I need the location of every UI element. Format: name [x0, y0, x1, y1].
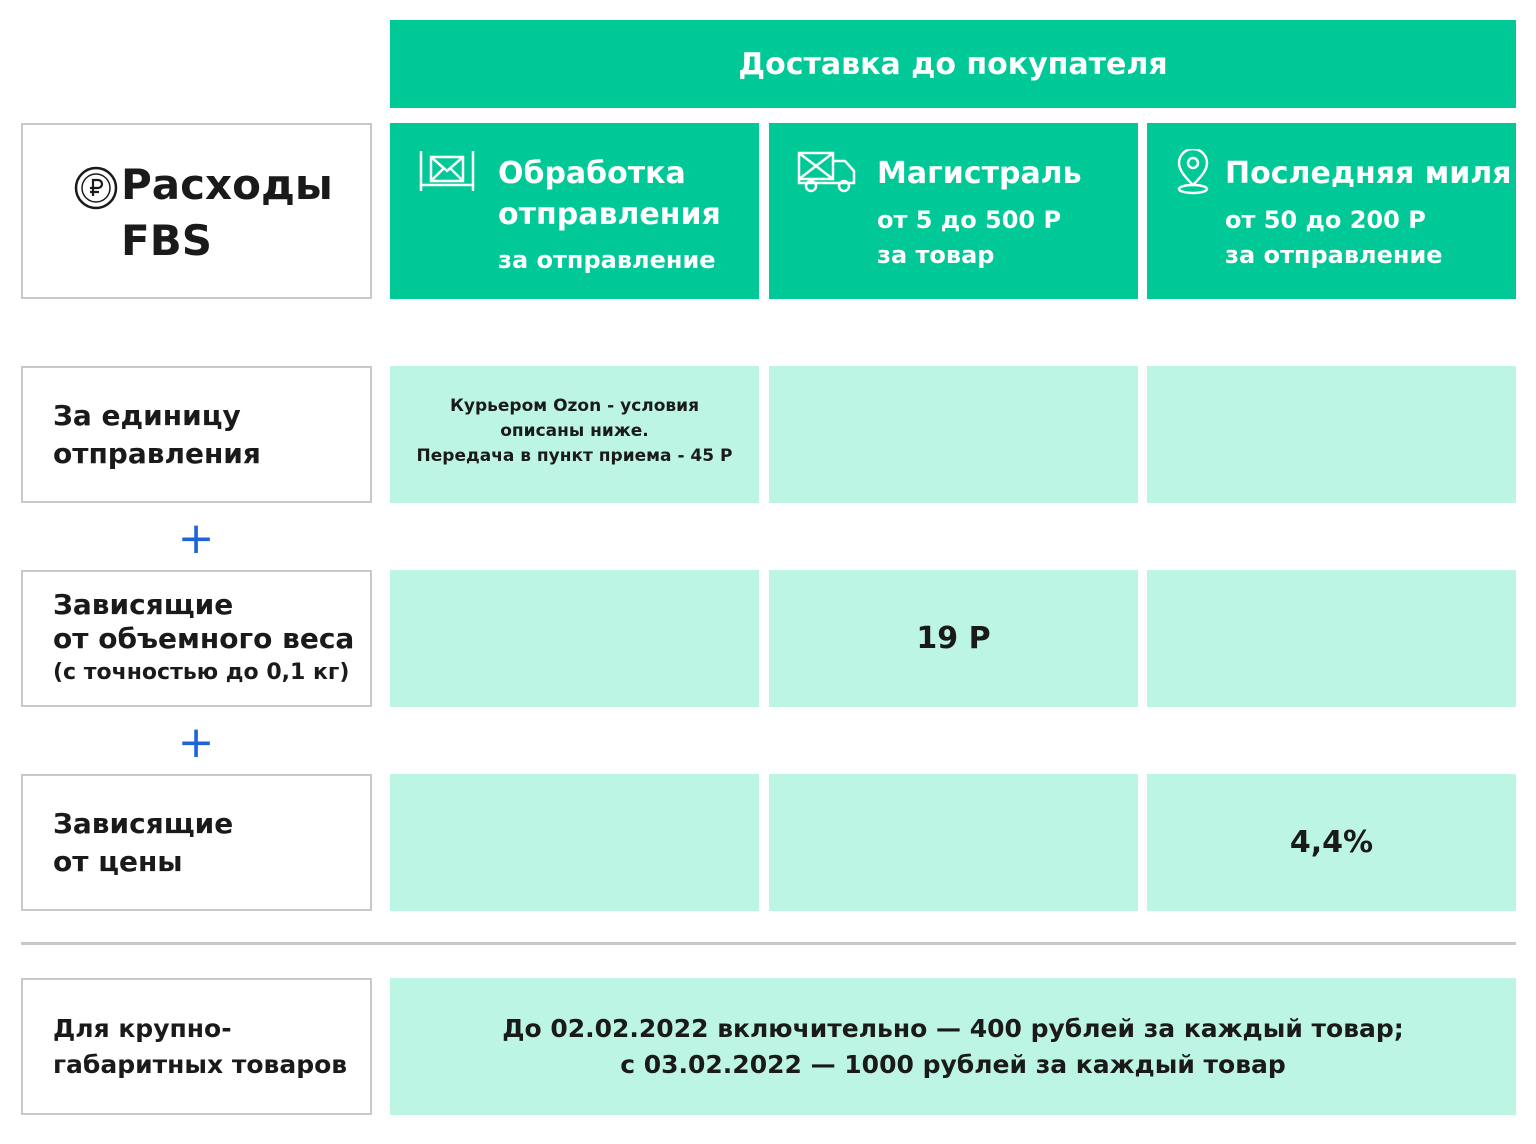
cell-value: 19 Р	[916, 621, 991, 656]
cell-volumetric-last-mile	[1147, 570, 1516, 707]
row-label-line2: отправления	[53, 436, 261, 470]
column-header-last-mile	[1147, 123, 1516, 299]
column-subtitle-line1: от 50 до 200 Р	[1225, 206, 1426, 234]
banner-text: Доставка до покупателя	[738, 46, 1168, 82]
cell-price-last-mile	[1147, 774, 1516, 911]
plus-operator: +	[177, 717, 215, 768]
cell-text-line1: Курьером Ozon - условия	[450, 396, 699, 416]
column-header-trunk	[769, 123, 1138, 299]
column-subtitle-line2: за товар	[877, 241, 995, 269]
location-pin-icon	[1173, 149, 1213, 195]
row-label-line1: За единицу	[53, 398, 241, 432]
cell-volumetric-trunk	[769, 570, 1138, 707]
cell-text-line2: описаны ниже.	[500, 421, 649, 441]
title-line2: FBS	[121, 216, 212, 265]
cell-per-shipment-last-mile	[1147, 366, 1516, 503]
cell-price-processing	[390, 774, 759, 911]
column-subtitle-line1: от 5 до 500 Р	[877, 206, 1062, 234]
row-label-per-shipment	[21, 366, 372, 503]
row-label-line2: от объемного веса	[53, 621, 355, 655]
cell-text-line3: Передача в пункт приема - 45 Р	[416, 446, 733, 466]
row-label-price-dependent	[21, 774, 372, 911]
row-label-line1: Зависящие	[53, 806, 234, 840]
row-label-line1: Для крупно-	[53, 1013, 232, 1043]
cell-per-shipment-trunk	[769, 366, 1138, 503]
pallet-box-icon	[418, 149, 476, 193]
column-title-line1: Магистраль	[877, 156, 1082, 191]
title-line1: Расходы	[121, 160, 333, 209]
column-header-processing	[390, 123, 759, 299]
delivery-banner	[390, 20, 1516, 108]
column-title-line1: Последняя миля	[1225, 156, 1512, 191]
column-subtitle: за отправление	[498, 246, 716, 274]
row-label-volumetric-weight	[21, 570, 372, 707]
cell-per-shipment-processing	[390, 366, 759, 503]
row-label-line2: габаритных товаров	[53, 1049, 348, 1079]
column-title-line1: Обработка	[498, 156, 686, 191]
section-divider	[21, 942, 1516, 945]
large-goods-line1: До 02.02.2022 включительно — 400 рублей за каждый товар;	[502, 1013, 1404, 1043]
large-goods-line2: с 03.02.2022 — 1000 рублей за каждый товар	[620, 1049, 1286, 1079]
cell-value: 4,4%	[1289, 825, 1374, 860]
row-label-line2: от цены	[53, 844, 183, 878]
row-label-line1: Зависящие	[53, 587, 234, 621]
column-subtitle-line2: за отправление	[1225, 241, 1443, 269]
cell-large-goods	[390, 978, 1516, 1115]
ruble-coin-icon	[73, 165, 119, 211]
delivery-truck-icon	[797, 149, 857, 193]
plus-operator: +	[177, 513, 215, 564]
cell-price-trunk	[769, 774, 1138, 911]
title-box	[21, 123, 372, 299]
row-label-large-goods	[21, 978, 372, 1115]
row-label-note: (с точностью до 0,1 кг)	[53, 659, 350, 685]
column-title-line2: отправления	[498, 197, 721, 232]
cell-volumetric-processing	[390, 570, 759, 707]
